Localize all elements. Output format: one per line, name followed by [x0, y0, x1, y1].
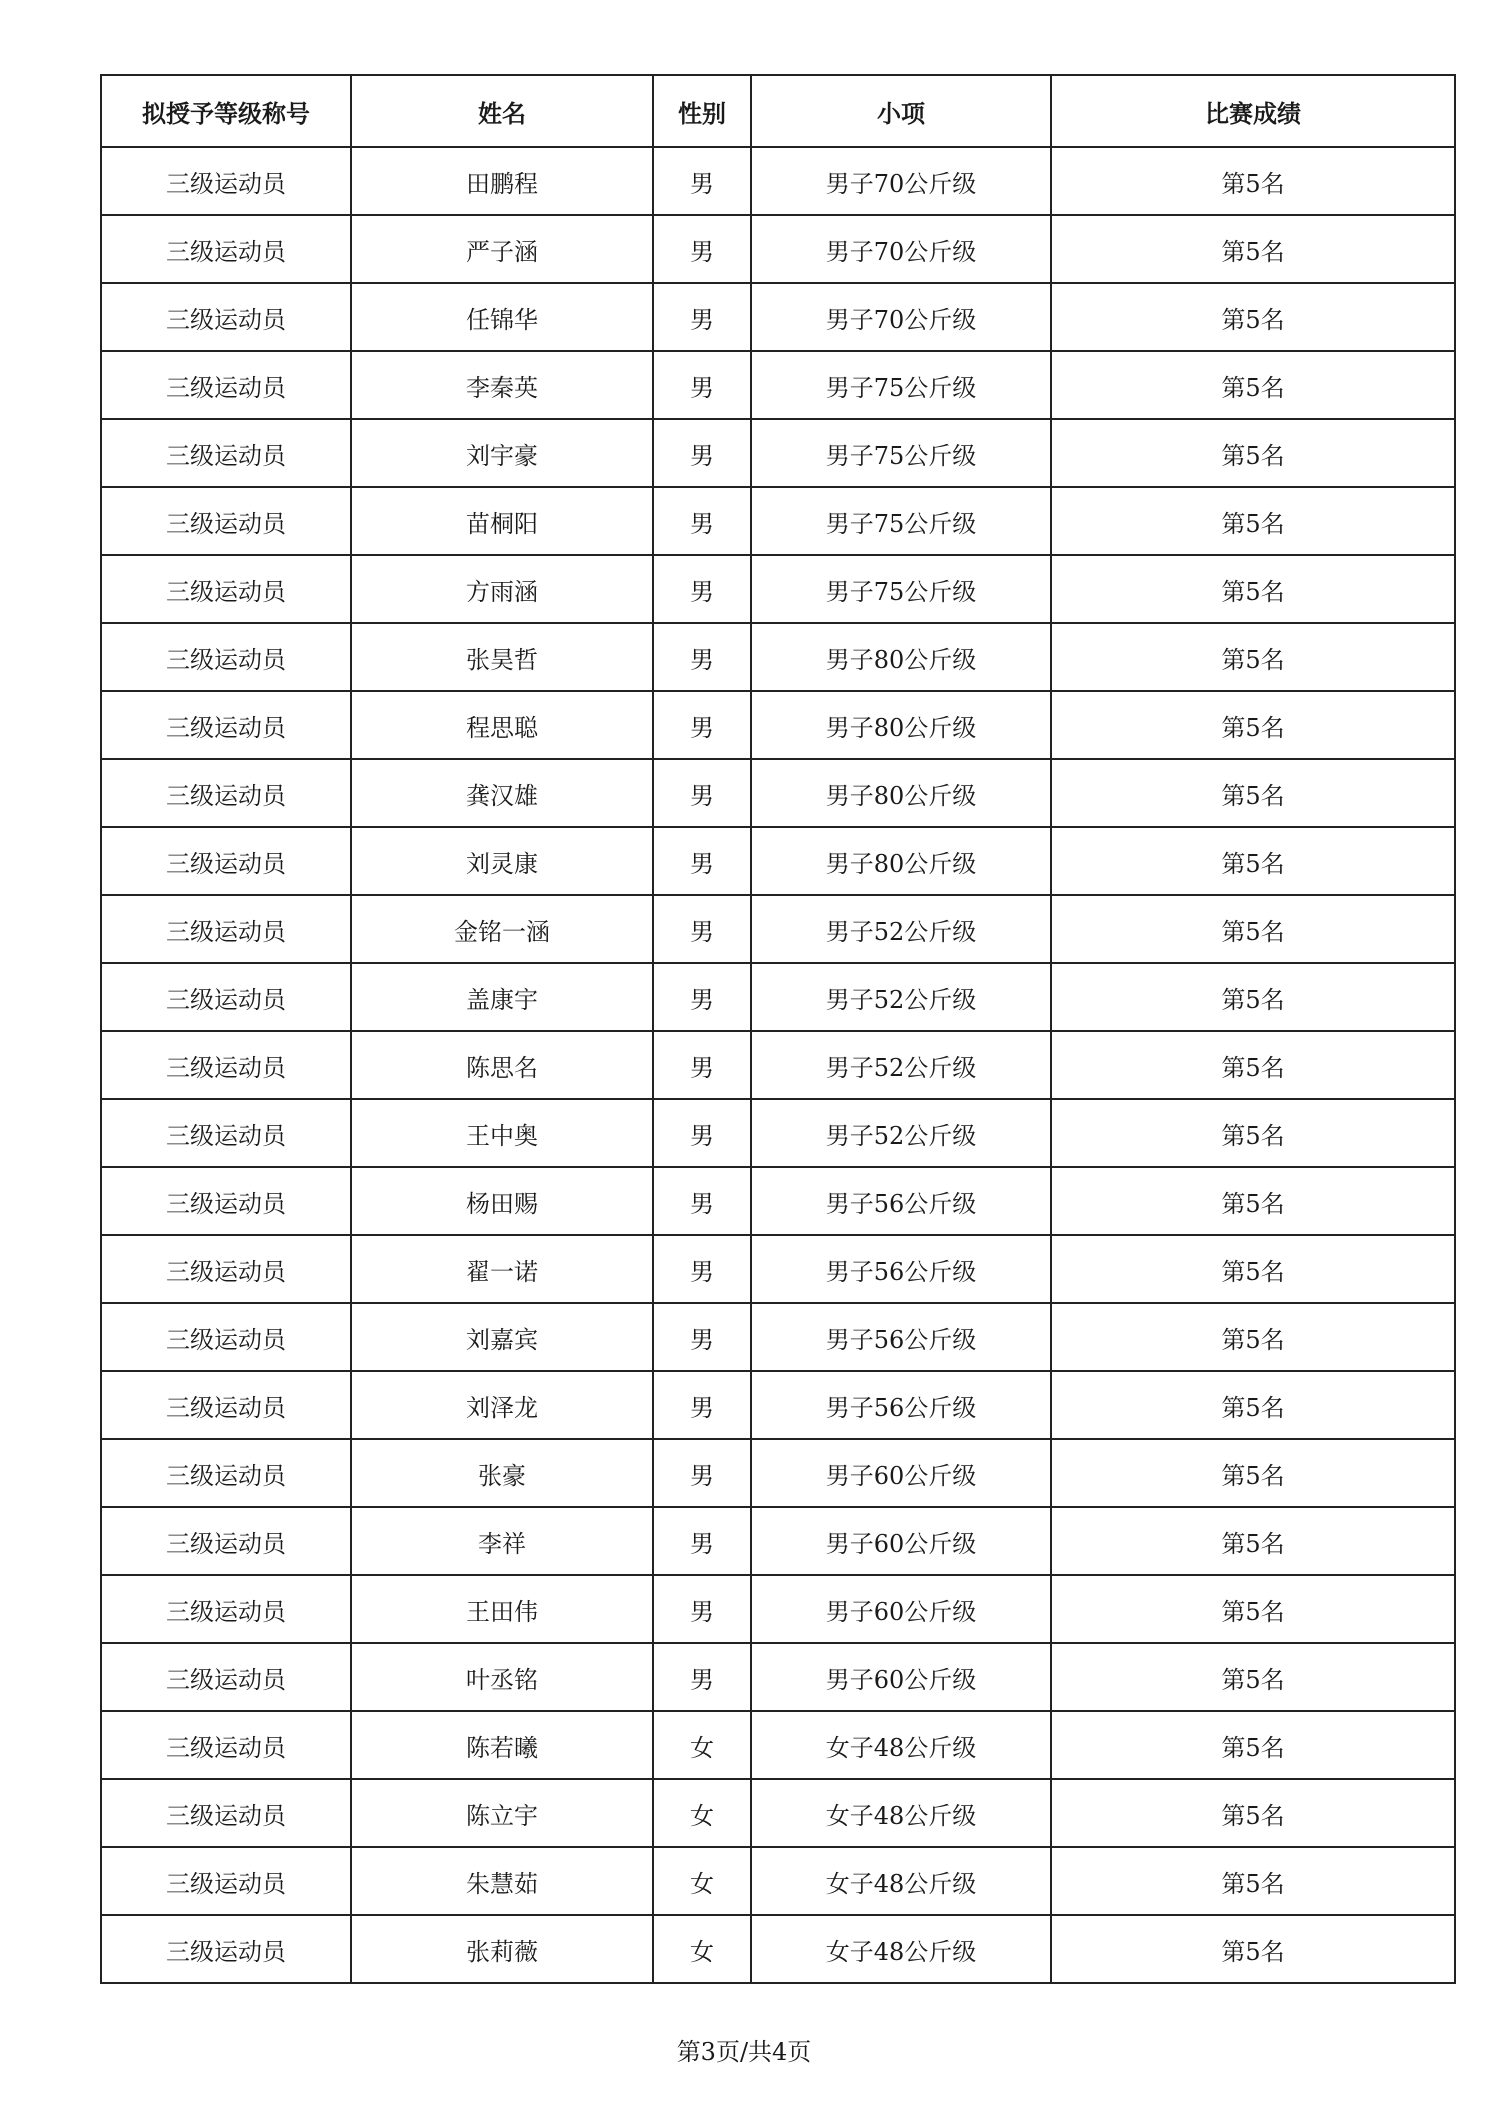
- cell-name: 刘泽龙: [351, 1371, 653, 1439]
- table-row: [101, 691, 1455, 759]
- cell-result: 第5名: [1051, 1915, 1455, 1983]
- table-row: [101, 1439, 1455, 1507]
- cell-gender: 男: [653, 1303, 751, 1371]
- cell-name: 程思聪: [351, 691, 653, 759]
- cell-gender: 男: [653, 555, 751, 623]
- cell-title: 三级运动员: [101, 623, 351, 691]
- cell-event: 男子56公斤级: [751, 1303, 1051, 1371]
- header-gender: 性别: [653, 75, 751, 147]
- cell-title: 三级运动员: [101, 1303, 351, 1371]
- cell-event: 男子56公斤级: [751, 1167, 1051, 1235]
- cell-gender: 女: [653, 1711, 751, 1779]
- table-row: [101, 1099, 1455, 1167]
- cell-result: 第5名: [1051, 895, 1455, 963]
- table-row: [101, 895, 1455, 963]
- cell-title: 三级运动员: [101, 691, 351, 759]
- header-event: 小项: [751, 75, 1051, 147]
- cell-result: 第5名: [1051, 1235, 1455, 1303]
- cell-title: 三级运动员: [101, 1167, 351, 1235]
- cell-title: 三级运动员: [101, 487, 351, 555]
- cell-event: 女子48公斤级: [751, 1711, 1051, 1779]
- cell-name: 陈立宇: [351, 1779, 653, 1847]
- cell-gender: 男: [653, 147, 751, 215]
- cell-title: 三级运动员: [101, 351, 351, 419]
- table-row: [101, 147, 1455, 215]
- table-row: [101, 963, 1455, 1031]
- cell-event: 男子60公斤级: [751, 1575, 1051, 1643]
- cell-event: 男子80公斤级: [751, 623, 1051, 691]
- cell-title: 三级运动员: [101, 895, 351, 963]
- cell-result: 第5名: [1051, 1643, 1455, 1711]
- cell-event: 男子60公斤级: [751, 1643, 1051, 1711]
- table-row: [101, 623, 1455, 691]
- cell-result: 第5名: [1051, 283, 1455, 351]
- cell-result: 第5名: [1051, 623, 1455, 691]
- table-row: [101, 1507, 1455, 1575]
- cell-gender: 男: [653, 487, 751, 555]
- cell-event: 男子80公斤级: [751, 691, 1051, 759]
- cell-event: 男子52公斤级: [751, 1099, 1051, 1167]
- cell-title: 三级运动员: [101, 1371, 351, 1439]
- table-row: [101, 1235, 1455, 1303]
- table-row: [101, 1643, 1455, 1711]
- table-row: [101, 1371, 1455, 1439]
- cell-name: 陈若曦: [351, 1711, 653, 1779]
- table-row: [101, 1779, 1455, 1847]
- cell-gender: 男: [653, 351, 751, 419]
- cell-title: 三级运动员: [101, 215, 351, 283]
- cell-title: 三级运动员: [101, 1643, 351, 1711]
- cell-gender: 男: [653, 283, 751, 351]
- cell-event: 男子60公斤级: [751, 1439, 1051, 1507]
- cell-gender: 男: [653, 1235, 751, 1303]
- cell-title: 三级运动员: [101, 1711, 351, 1779]
- cell-title: 三级运动员: [101, 147, 351, 215]
- cell-event: 男子56公斤级: [751, 1371, 1051, 1439]
- cell-result: 第5名: [1051, 827, 1455, 895]
- cell-event: 男子75公斤级: [751, 555, 1051, 623]
- cell-name: 盖康宇: [351, 963, 653, 1031]
- cell-title: 三级运动员: [101, 1031, 351, 1099]
- cell-gender: 男: [653, 1507, 751, 1575]
- cell-event: 男子70公斤级: [751, 147, 1051, 215]
- cell-event: 男子60公斤级: [751, 1507, 1051, 1575]
- table-row: [101, 215, 1455, 283]
- cell-name: 李祥: [351, 1507, 653, 1575]
- cell-result: 第5名: [1051, 147, 1455, 215]
- cell-result: 第5名: [1051, 1779, 1455, 1847]
- cell-name: 刘嘉宾: [351, 1303, 653, 1371]
- cell-result: 第5名: [1051, 963, 1455, 1031]
- cell-event: 女子48公斤级: [751, 1847, 1051, 1915]
- table-row: [101, 1915, 1455, 1983]
- table-row: [101, 351, 1455, 419]
- cell-result: 第5名: [1051, 1303, 1455, 1371]
- header-row: [101, 75, 1455, 147]
- cell-result: 第5名: [1051, 1167, 1455, 1235]
- table-body: [101, 147, 1455, 1983]
- cell-name: 李秦英: [351, 351, 653, 419]
- cell-title: 三级运动员: [101, 827, 351, 895]
- cell-result: 第5名: [1051, 1031, 1455, 1099]
- cell-name: 严子涵: [351, 215, 653, 283]
- cell-event: 男子52公斤级: [751, 895, 1051, 963]
- cell-name: 杨田赐: [351, 1167, 653, 1235]
- cell-event: 男子70公斤级: [751, 215, 1051, 283]
- cell-name: 苗桐阳: [351, 487, 653, 555]
- table-row: [101, 759, 1455, 827]
- cell-result: 第5名: [1051, 419, 1455, 487]
- cell-gender: 女: [653, 1915, 751, 1983]
- cell-title: 三级运动员: [101, 555, 351, 623]
- table-row: [101, 827, 1455, 895]
- cell-gender: 男: [653, 895, 751, 963]
- cell-title: 三级运动员: [101, 1779, 351, 1847]
- cell-gender: 男: [653, 1643, 751, 1711]
- table-row: [101, 487, 1455, 555]
- cell-gender: 男: [653, 215, 751, 283]
- header-title: 拟授予等级称号: [101, 75, 351, 147]
- cell-title: 三级运动员: [101, 1847, 351, 1915]
- cell-result: 第5名: [1051, 1439, 1455, 1507]
- cell-name: 刘灵康: [351, 827, 653, 895]
- cell-gender: 男: [653, 1031, 751, 1099]
- cell-event: 男子80公斤级: [751, 827, 1051, 895]
- cell-gender: 男: [653, 1371, 751, 1439]
- cell-name: 翟一诺: [351, 1235, 653, 1303]
- cell-title: 三级运动员: [101, 1507, 351, 1575]
- page-indicator: 第3页/共4页: [676, 2038, 812, 2066]
- cell-name: 王中奥: [351, 1099, 653, 1167]
- cell-event: 男子75公斤级: [751, 487, 1051, 555]
- table-row: [101, 283, 1455, 351]
- cell-result: 第5名: [1051, 1711, 1455, 1779]
- cell-title: 三级运动员: [101, 759, 351, 827]
- table-row: [101, 555, 1455, 623]
- cell-result: 第5名: [1051, 1507, 1455, 1575]
- cell-name: 朱慧茹: [351, 1847, 653, 1915]
- table-row: [101, 1847, 1455, 1915]
- cell-result: 第5名: [1051, 759, 1455, 827]
- header-result: 比赛成绩: [1051, 75, 1455, 147]
- cell-result: 第5名: [1051, 1847, 1455, 1915]
- cell-title: 三级运动员: [101, 1915, 351, 1983]
- cell-event: 男子75公斤级: [751, 351, 1051, 419]
- cell-title: 三级运动员: [101, 1099, 351, 1167]
- cell-gender: 男: [653, 759, 751, 827]
- cell-gender: 男: [653, 1167, 751, 1235]
- cell-name: 张豪: [351, 1439, 653, 1507]
- cell-name: 张昊哲: [351, 623, 653, 691]
- cell-gender: 男: [653, 1099, 751, 1167]
- table-header: [101, 75, 1455, 147]
- cell-title: 三级运动员: [101, 419, 351, 487]
- cell-event: 男子75公斤级: [751, 419, 1051, 487]
- cell-event: 女子48公斤级: [751, 1915, 1051, 1983]
- cell-result: 第5名: [1051, 555, 1455, 623]
- cell-result: 第5名: [1051, 1099, 1455, 1167]
- cell-name: 金铭一涵: [351, 895, 653, 963]
- table-row: [101, 1303, 1455, 1371]
- cell-title: 三级运动员: [101, 283, 351, 351]
- cell-name: 王田伟: [351, 1575, 653, 1643]
- cell-gender: 男: [653, 1575, 751, 1643]
- cell-name: 任锦华: [351, 283, 653, 351]
- table-row: [101, 1575, 1455, 1643]
- cell-result: 第5名: [1051, 487, 1455, 555]
- cell-event: 男子52公斤级: [751, 963, 1051, 1031]
- cell-gender: 女: [653, 1779, 751, 1847]
- cell-name: 田鹏程: [351, 147, 653, 215]
- cell-event: 男子70公斤级: [751, 283, 1051, 351]
- cell-title: 三级运动员: [101, 1235, 351, 1303]
- cell-gender: 男: [653, 419, 751, 487]
- table-row: [101, 1711, 1455, 1779]
- cell-result: 第5名: [1051, 215, 1455, 283]
- cell-event: 男子52公斤级: [751, 1031, 1051, 1099]
- cell-gender: 男: [653, 623, 751, 691]
- cell-gender: 男: [653, 963, 751, 1031]
- cell-event: 女子48公斤级: [751, 1779, 1051, 1847]
- cell-name: 张莉薇: [351, 1915, 653, 1983]
- cell-name: 刘宇豪: [351, 419, 653, 487]
- cell-event: 男子80公斤级: [751, 759, 1051, 827]
- cell-gender: 女: [653, 1847, 751, 1915]
- cell-event: 男子56公斤级: [751, 1235, 1051, 1303]
- cell-gender: 男: [653, 827, 751, 895]
- cell-result: 第5名: [1051, 351, 1455, 419]
- cell-result: 第5名: [1051, 1575, 1455, 1643]
- table-row: [101, 419, 1455, 487]
- header-name: 姓名: [351, 75, 653, 147]
- cell-gender: 男: [653, 1439, 751, 1507]
- cell-name: 叶丞铭: [351, 1643, 653, 1711]
- table-row: [101, 1167, 1455, 1235]
- table-row: [101, 1031, 1455, 1099]
- cell-result: 第5名: [1051, 691, 1455, 759]
- cell-name: 龚汉雄: [351, 759, 653, 827]
- cell-title: 三级运动员: [101, 1439, 351, 1507]
- cell-title: 三级运动员: [101, 1575, 351, 1643]
- cell-name: 陈思名: [351, 1031, 653, 1099]
- cell-result: 第5名: [1051, 1371, 1455, 1439]
- cell-title: 三级运动员: [101, 963, 351, 1031]
- cell-name: 方雨涵: [351, 555, 653, 623]
- cell-gender: 男: [653, 691, 751, 759]
- athlete-roster-table: [100, 74, 1456, 1984]
